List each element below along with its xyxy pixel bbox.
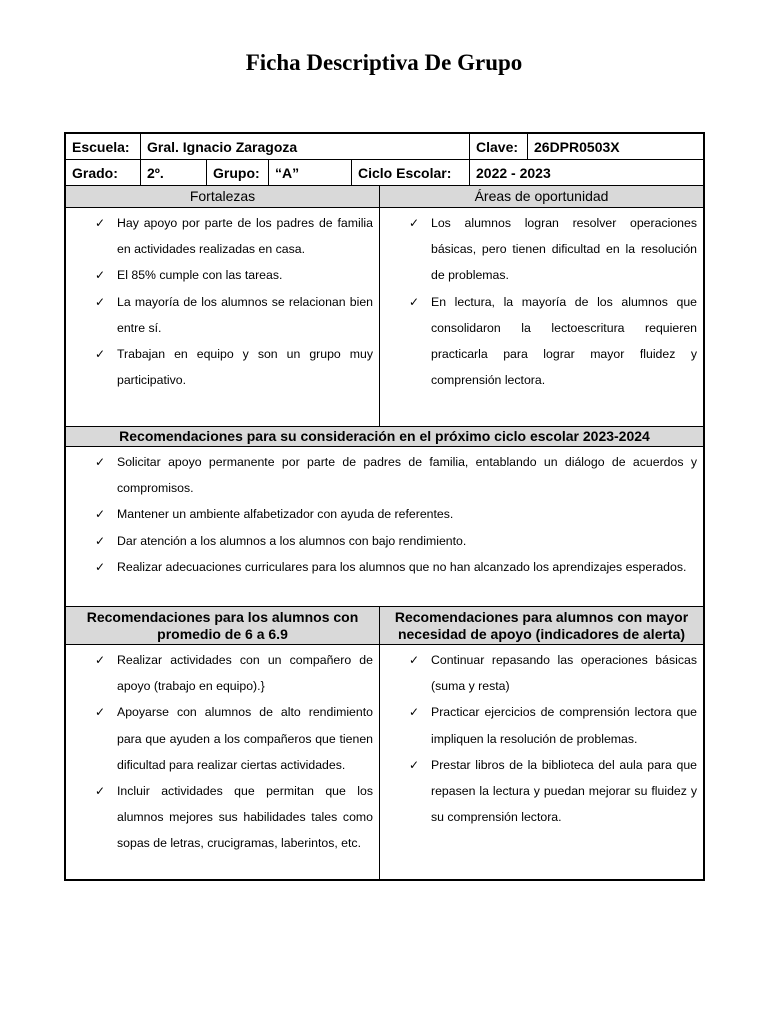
descriptive-sheet-table [64, 132, 705, 881]
list-item [72, 501, 697, 527]
area-text: Los alumnos logran resolver operaciones básicas, pero tienen dificultad en la resolución de problemas. [431, 216, 697, 283]
promedio-text: Incluir actividades que permitan que los alumnos mejores sus habilidades tales como sopas de letras, crucigramas, laberintos, etc. [117, 784, 373, 851]
fortaleza-text: Hay apoyo por parte de los padres de familia en actividades realizadas en casa. [117, 216, 373, 257]
list-item [386, 289, 697, 394]
list-item [386, 699, 697, 751]
promedio-list [66, 645, 379, 857]
check-icon: ✓ [409, 757, 420, 772]
grupo-value: “A” [269, 160, 352, 185]
check-icon: ✓ [95, 784, 106, 799]
clave-label: Clave: [470, 134, 528, 159]
fortaleza-text: El 85% cumple con las tareas. [117, 268, 283, 283]
list-item [72, 210, 373, 262]
alerta-text: Practicar ejercicios de comprensión lectora que impliquen la resolución de problemas. [431, 705, 697, 746]
check-icon: ✓ [95, 294, 106, 309]
check-icon: ✓ [95, 268, 106, 283]
check-icon: ✓ [409, 216, 420, 230]
list-item [386, 210, 697, 289]
support-header-row [66, 607, 703, 645]
list-item [72, 647, 373, 699]
recommendations-section [66, 447, 703, 607]
list-item [72, 341, 373, 393]
check-icon: ✓ [409, 294, 420, 309]
recomendacion-text: Realizar adecuaciones curriculares para los alumnos que no han alcanzado los aprendizajes esperados. [117, 559, 687, 574]
ciclo-label: Ciclo Escolar: [352, 160, 470, 185]
alerta-text: Continuar repasando las operaciones básicas (suma y resta) [431, 653, 697, 694]
check-icon: ✓ [95, 507, 106, 522]
list-item [72, 289, 373, 341]
alerta-list [380, 645, 703, 830]
areas-column [380, 208, 703, 426]
list-item [386, 752, 697, 831]
check-icon: ✓ [95, 533, 106, 548]
list-item [72, 449, 697, 501]
fortalezas-header: Fortalezas [66, 186, 380, 207]
check-icon: ✓ [95, 216, 106, 230]
fortalezas-list [66, 208, 379, 393]
recomendaciones-header: Recomendaciones para su consideración en el próximo ciclo escolar 2023-2024 [119, 428, 650, 444]
check-icon: ✓ [95, 559, 106, 574]
ciclo-value: 2022 - 2023 [476, 164, 551, 181]
recomendacion-text: Mantener un ambiente alfabetizador con ayuda de referentes. [117, 507, 454, 522]
list-item [72, 778, 373, 857]
list-item [386, 647, 697, 699]
info-row-group [66, 160, 703, 186]
recomendacion-text: Solicitar apoyo permanente por parte de padres de familia, entablando un diálogo de acuerdos y compromisos. [117, 455, 697, 496]
areas-list [380, 208, 703, 393]
support-section [66, 645, 703, 879]
list-item [72, 262, 373, 288]
fortaleza-text: La mayoría de los alumnos se relacionan bien entre sí. [117, 294, 373, 335]
areas-header: Áreas de oportunidad [474, 188, 609, 204]
list-item [72, 554, 697, 580]
check-icon: ✓ [409, 653, 420, 667]
page-title: Ficha Descriptiva De Grupo [245, 50, 523, 75]
area-text: En lectura, la mayoría de los alumnos que consolidaron la lectoescritura requieren practicarla para lograr mayor fluidez y comprensión lectora. [431, 294, 697, 388]
alerta-header: Recomendaciones para alumnos con mayor necesidad de apoyo (indicadores de alerta) [394, 608, 689, 642]
check-icon: ✓ [95, 705, 106, 720]
strengths-header-row [66, 186, 703, 208]
grado-value: 2º. [141, 160, 207, 185]
fortaleza-text: Trabajan en equipo y son un grupo muy participativo. [117, 347, 373, 388]
grupo-label: Grupo: [207, 160, 269, 185]
promedio-header: Recomendaciones para los alumnos con promedio de 6 a 6.9 [66, 607, 380, 644]
alerta-text: Prestar libros de la biblioteca del aula para que repasen la lectura y puedan mejorar su fluidez y su comprensión lectora. [431, 757, 697, 825]
list-item [72, 528, 697, 554]
check-icon: ✓ [409, 705, 420, 720]
check-icon: ✓ [95, 347, 106, 362]
escuela-value: Gral. Ignacio Zaragoza [141, 134, 470, 159]
recomendacion-text: Dar atención a los alumnos a los alumnos con bajo rendimiento. [117, 533, 467, 548]
list-item [72, 699, 373, 778]
recomendaciones-column [66, 447, 703, 606]
clave-value: 26DPR0503X [534, 138, 620, 155]
promedio-text: Apoyarse con alumnos de alto rendimiento para que ayuden a los compañeros que tienen dificultad para realizar ciertas actividades. [117, 705, 373, 772]
promedio-column [66, 645, 380, 879]
promedio-text: Realizar actividades con un compañero de apoyo (trabajo en equipo).} [117, 653, 373, 694]
check-icon: ✓ [95, 455, 106, 469]
fortalezas-column [66, 208, 380, 426]
grado-label: Grado: [66, 160, 141, 185]
strengths-section [66, 208, 703, 427]
recommendations-header-row [66, 427, 703, 447]
escuela-label: Escuela: [66, 134, 141, 159]
alerta-column [380, 645, 703, 879]
check-icon: ✓ [95, 653, 106, 667]
info-row-school [66, 134, 703, 160]
recomendaciones-list [66, 447, 703, 580]
